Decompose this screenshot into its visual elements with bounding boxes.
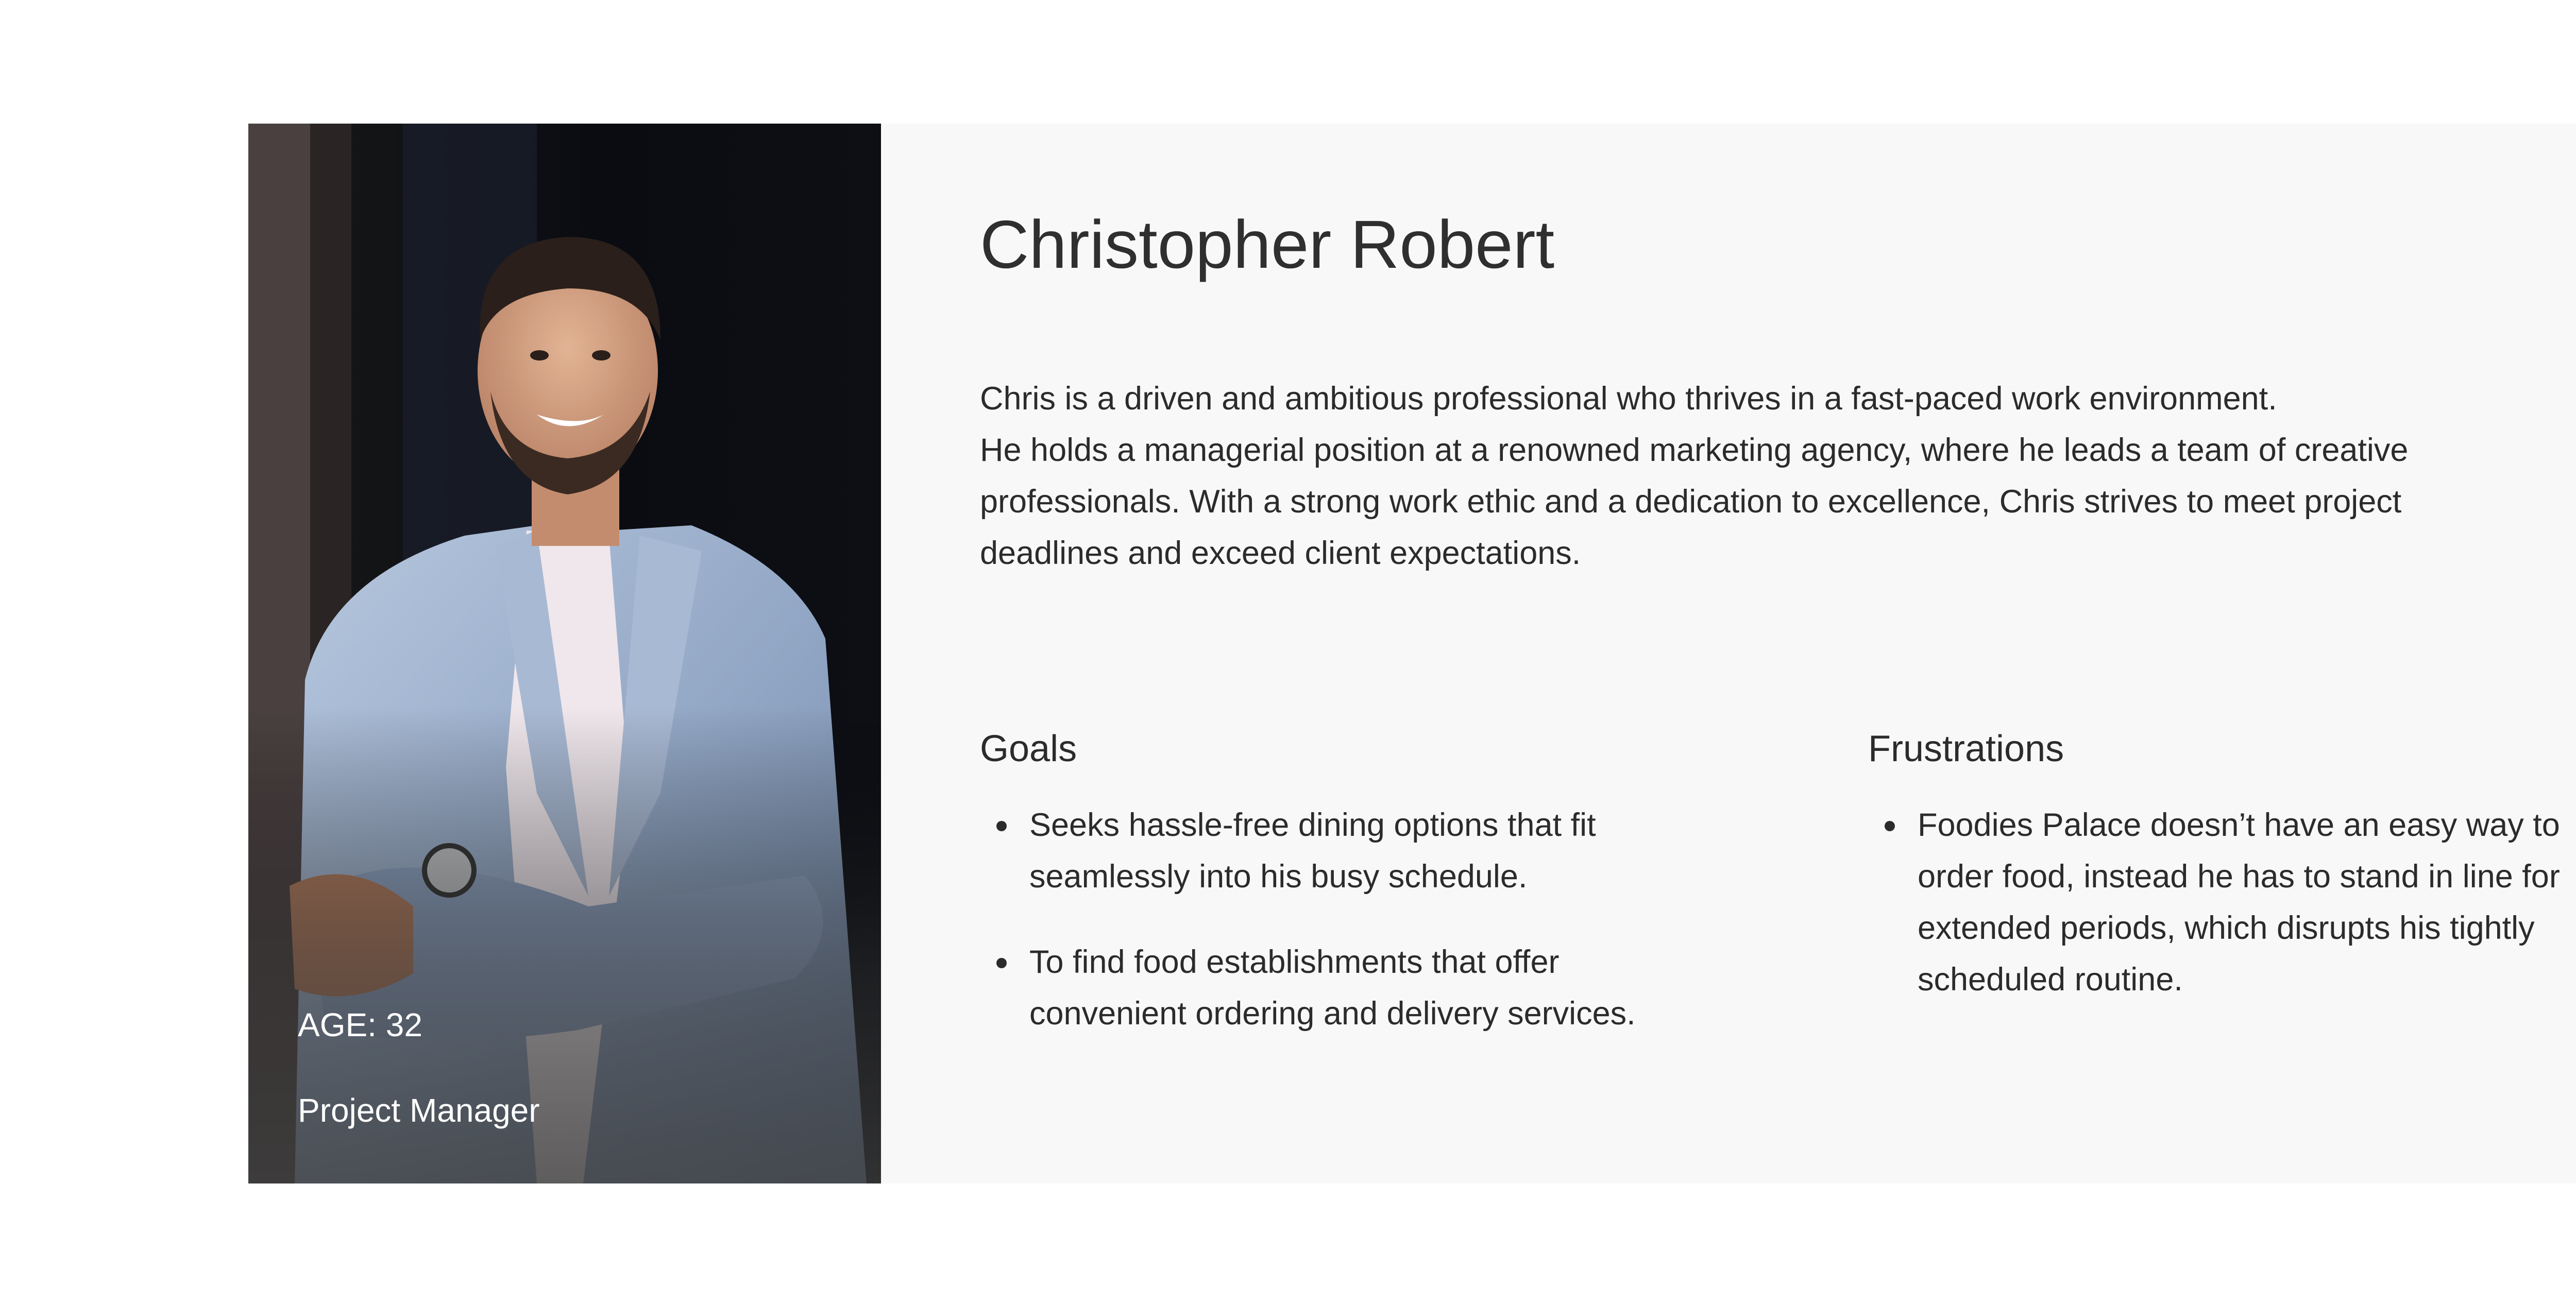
persona-bio-line-2: He holds a managerial position at a renowned marketing agency, where he leads a team of creative professionals. With a strong work ethic and a dedication to excellence, Chris strives to meet project deadlines and exceed client expectations. (980, 432, 2409, 571)
persona-card (248, 124, 2576, 1183)
persona-role: Project Manager (298, 1092, 540, 1129)
goals-heading: Goals (980, 728, 1077, 769)
goals-item-text: To find food establishments that offer convenient ordering and delivery services. (1029, 944, 1636, 1032)
frustrations-list (1885, 799, 2576, 1039)
persona-bio-line-1: Chris is a driven and ambitious professional who thrives in a fast-paced work environment. (980, 381, 2277, 417)
goals-list-item (996, 799, 1707, 902)
persona-details (980, 124, 2576, 1183)
persona-bio (980, 373, 2464, 579)
bullet-icon (1885, 821, 1895, 831)
goals-item-text: Seeks hassle-free dining options that fit seamlessly into his busy schedule. (1029, 807, 1596, 895)
frustrations-item-text: Foodies Palace doesn’t have an easy way to order food, instead he has to stand in line for extended periods, which disrupts his tightly scheduled routine. (1918, 807, 2560, 998)
persona-name: Christopher Robert (980, 207, 1555, 282)
bullet-icon (996, 958, 1007, 968)
bullet-icon (996, 821, 1007, 831)
persona-photo (248, 124, 881, 1183)
frustrations-list-item (1885, 799, 2576, 1005)
goals-list-item (996, 936, 1707, 1039)
goals-list (996, 799, 1707, 1073)
persona-age: AGE: 32 (298, 1006, 422, 1043)
frustrations-heading: Frustrations (1868, 728, 2064, 769)
